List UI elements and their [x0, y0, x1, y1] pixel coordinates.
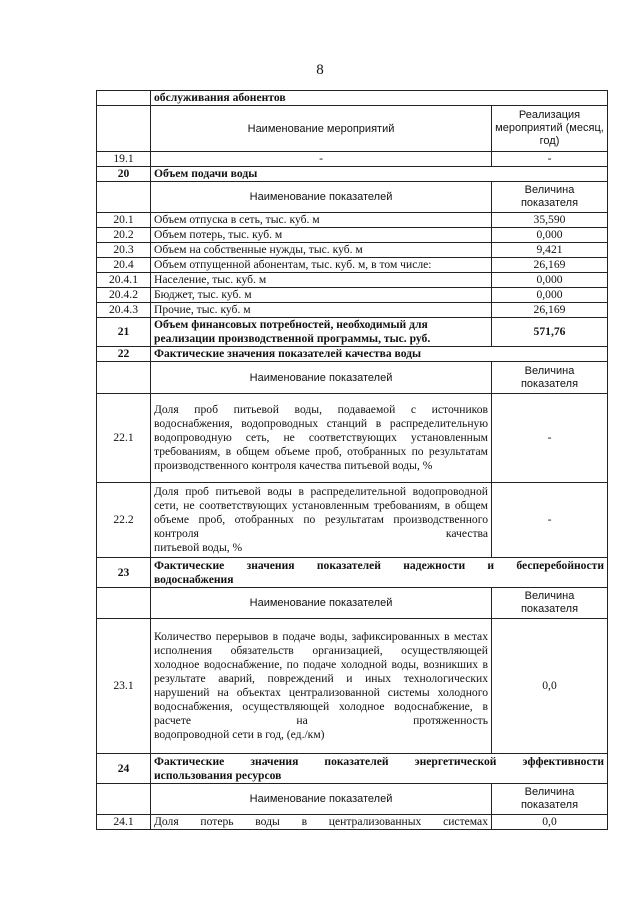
- row-number: 20.3: [97, 243, 151, 258]
- row-value: -: [492, 394, 608, 483]
- table-row: [97, 318, 608, 347]
- section-title-text: Фактические значения показателей энергетической эффективности: [154, 754, 604, 768]
- row-number: 22.2: [97, 483, 151, 558]
- row-name: Доля потерь воды в централизованных системах: [151, 815, 492, 830]
- row-number: [97, 91, 151, 106]
- row-number: 19.1: [97, 152, 151, 167]
- row-value: 571,76: [492, 318, 608, 347]
- section-title-text: Фактические значения показателей надежности и бесперебойности: [154, 558, 604, 572]
- row-name: Объем отпуска в сеть, тыс. куб. м: [151, 213, 492, 228]
- section-title: Фактические значения показателей качества воды: [151, 347, 608, 362]
- table-row: [97, 588, 608, 619]
- row-number: 20.4.1: [97, 273, 151, 288]
- row-name: Прочие, тыс. куб. м: [151, 303, 492, 318]
- row-name: [151, 483, 492, 558]
- row-value: 35,590: [492, 213, 608, 228]
- row-number: 23.1: [97, 619, 151, 754]
- row-number: [97, 588, 151, 619]
- table-row: [97, 784, 608, 815]
- row-value: 9,421: [492, 243, 608, 258]
- row-value: 26,169: [492, 258, 608, 273]
- row-name: [151, 619, 492, 754]
- row-number: [97, 784, 151, 815]
- row-name: Население, тыс. куб. м: [151, 273, 492, 288]
- row-number: 20.1: [97, 213, 151, 228]
- row-number: 20.4.3: [97, 303, 151, 318]
- row-name-last-line: производственного контроля качества питьевой воды, %: [154, 459, 433, 472]
- section-title: [151, 754, 608, 784]
- table-row: [97, 619, 608, 754]
- table-row: [97, 288, 608, 303]
- row-number: 24: [97, 754, 151, 784]
- section-title: обслуживания абонентов: [151, 91, 608, 106]
- column-header-name: Наименование показателей: [151, 182, 492, 213]
- row-name-text: Доля проб питьевой воды в распределительной водопроводной сети, не соответствующих установленным требованиям, в общем объеме проб, отобранных по результатам производственного контроля качества: [154, 485, 488, 540]
- indicators-table: [96, 90, 608, 830]
- row-name: Объем потерь, тыс. куб. м: [151, 228, 492, 243]
- row-value: -: [492, 483, 608, 558]
- row-number: 20.4.2: [97, 288, 151, 303]
- table-row: [97, 91, 608, 106]
- row-value: 0,000: [492, 288, 608, 303]
- row-name: [151, 394, 492, 483]
- column-header-name: Наименование мероприятий: [151, 106, 492, 152]
- row-value: 0,0: [492, 815, 608, 830]
- column-header-value: Величина показателя: [492, 784, 608, 815]
- table-row: [97, 213, 608, 228]
- table-row: [97, 258, 608, 273]
- table-row: [97, 106, 608, 152]
- section-title-last-line: водоснабжения: [154, 572, 234, 586]
- row-name: Объем финансовых потребностей, необходимый для реализации производственной программы, тыс. руб.: [151, 318, 492, 347]
- row-number: 22.1: [97, 394, 151, 483]
- column-header-name: Наименование показателей: [151, 784, 492, 815]
- table-row: [97, 394, 608, 483]
- table-row: [97, 182, 608, 213]
- row-name: Бюджет, тыс. куб. м: [151, 288, 492, 303]
- column-header-name: Наименование показателей: [151, 362, 492, 394]
- column-header-value: Величина показателя: [492, 362, 608, 394]
- section-title: Объем подачи воды: [151, 167, 608, 182]
- section-title-last-line: использования ресурсов: [154, 768, 282, 782]
- row-name-last-line: водопроводной сети в год, (ед./км): [154, 728, 325, 741]
- column-header-value: Величина показателя: [492, 588, 608, 619]
- page-number: 8: [316, 62, 324, 78]
- table-row: [97, 228, 608, 243]
- row-name-text: Доля проб питьевой воды, подаваемой с источников водоснабжения, водопроводных станций в распределительную водопроводную сеть, не соответствующих установленным требованиям, в общем объеме проб, отобранных по результатам: [154, 403, 488, 458]
- row-name: Объем отпущенной абонентам, тыс. куб. м, в том числе:: [151, 258, 492, 273]
- row-value: 0,000: [492, 228, 608, 243]
- row-value: 0,0: [492, 619, 608, 754]
- row-number: 23: [97, 558, 151, 588]
- row-number: 20.2: [97, 228, 151, 243]
- row-name-last-line: питьевой воды, %: [154, 541, 243, 554]
- row-value: -: [492, 152, 608, 167]
- row-number: 22: [97, 347, 151, 362]
- row-number: 21: [97, 318, 151, 347]
- table-row: [97, 483, 608, 558]
- column-header-name: Наименование показателей: [151, 588, 492, 619]
- row-name: -: [151, 152, 492, 167]
- row-value: 26,169: [492, 303, 608, 318]
- row-name-text: Количество перерывов в подаче воды, зафиксированных в местах исполнения обязательств организацией, осуществляющей холодное водоснабжение, по подаче холодной воды, возникших в результате аварий, повреждений и иных технологических нарушений на объектах централизованной системы холодного водоснабжения, осуществляющей холодное водоснабжение, в расчете на протяженность: [154, 630, 488, 727]
- column-header-value: Величина показателя: [492, 182, 608, 213]
- row-value: 0,000: [492, 273, 608, 288]
- table-row: [97, 558, 608, 588]
- table-row: [97, 362, 608, 394]
- row-number: [97, 106, 151, 152]
- table-row: [97, 167, 608, 182]
- table-row: [97, 303, 608, 318]
- row-number: [97, 362, 151, 394]
- row-number: 24.1: [97, 815, 151, 830]
- table-row: [97, 243, 608, 258]
- row-name: Объем на собственные нужды, тыс. куб. м: [151, 243, 492, 258]
- table-row: [97, 815, 608, 830]
- row-number: [97, 182, 151, 213]
- table-row: [97, 273, 608, 288]
- table-row: [97, 152, 608, 167]
- row-number: 20: [97, 167, 151, 182]
- section-title: [151, 558, 608, 588]
- table-row: [97, 754, 608, 784]
- column-header-value: Реализация мероприятий (месяц, год): [492, 106, 608, 152]
- table-row: [97, 347, 608, 362]
- row-number: 20.4: [97, 258, 151, 273]
